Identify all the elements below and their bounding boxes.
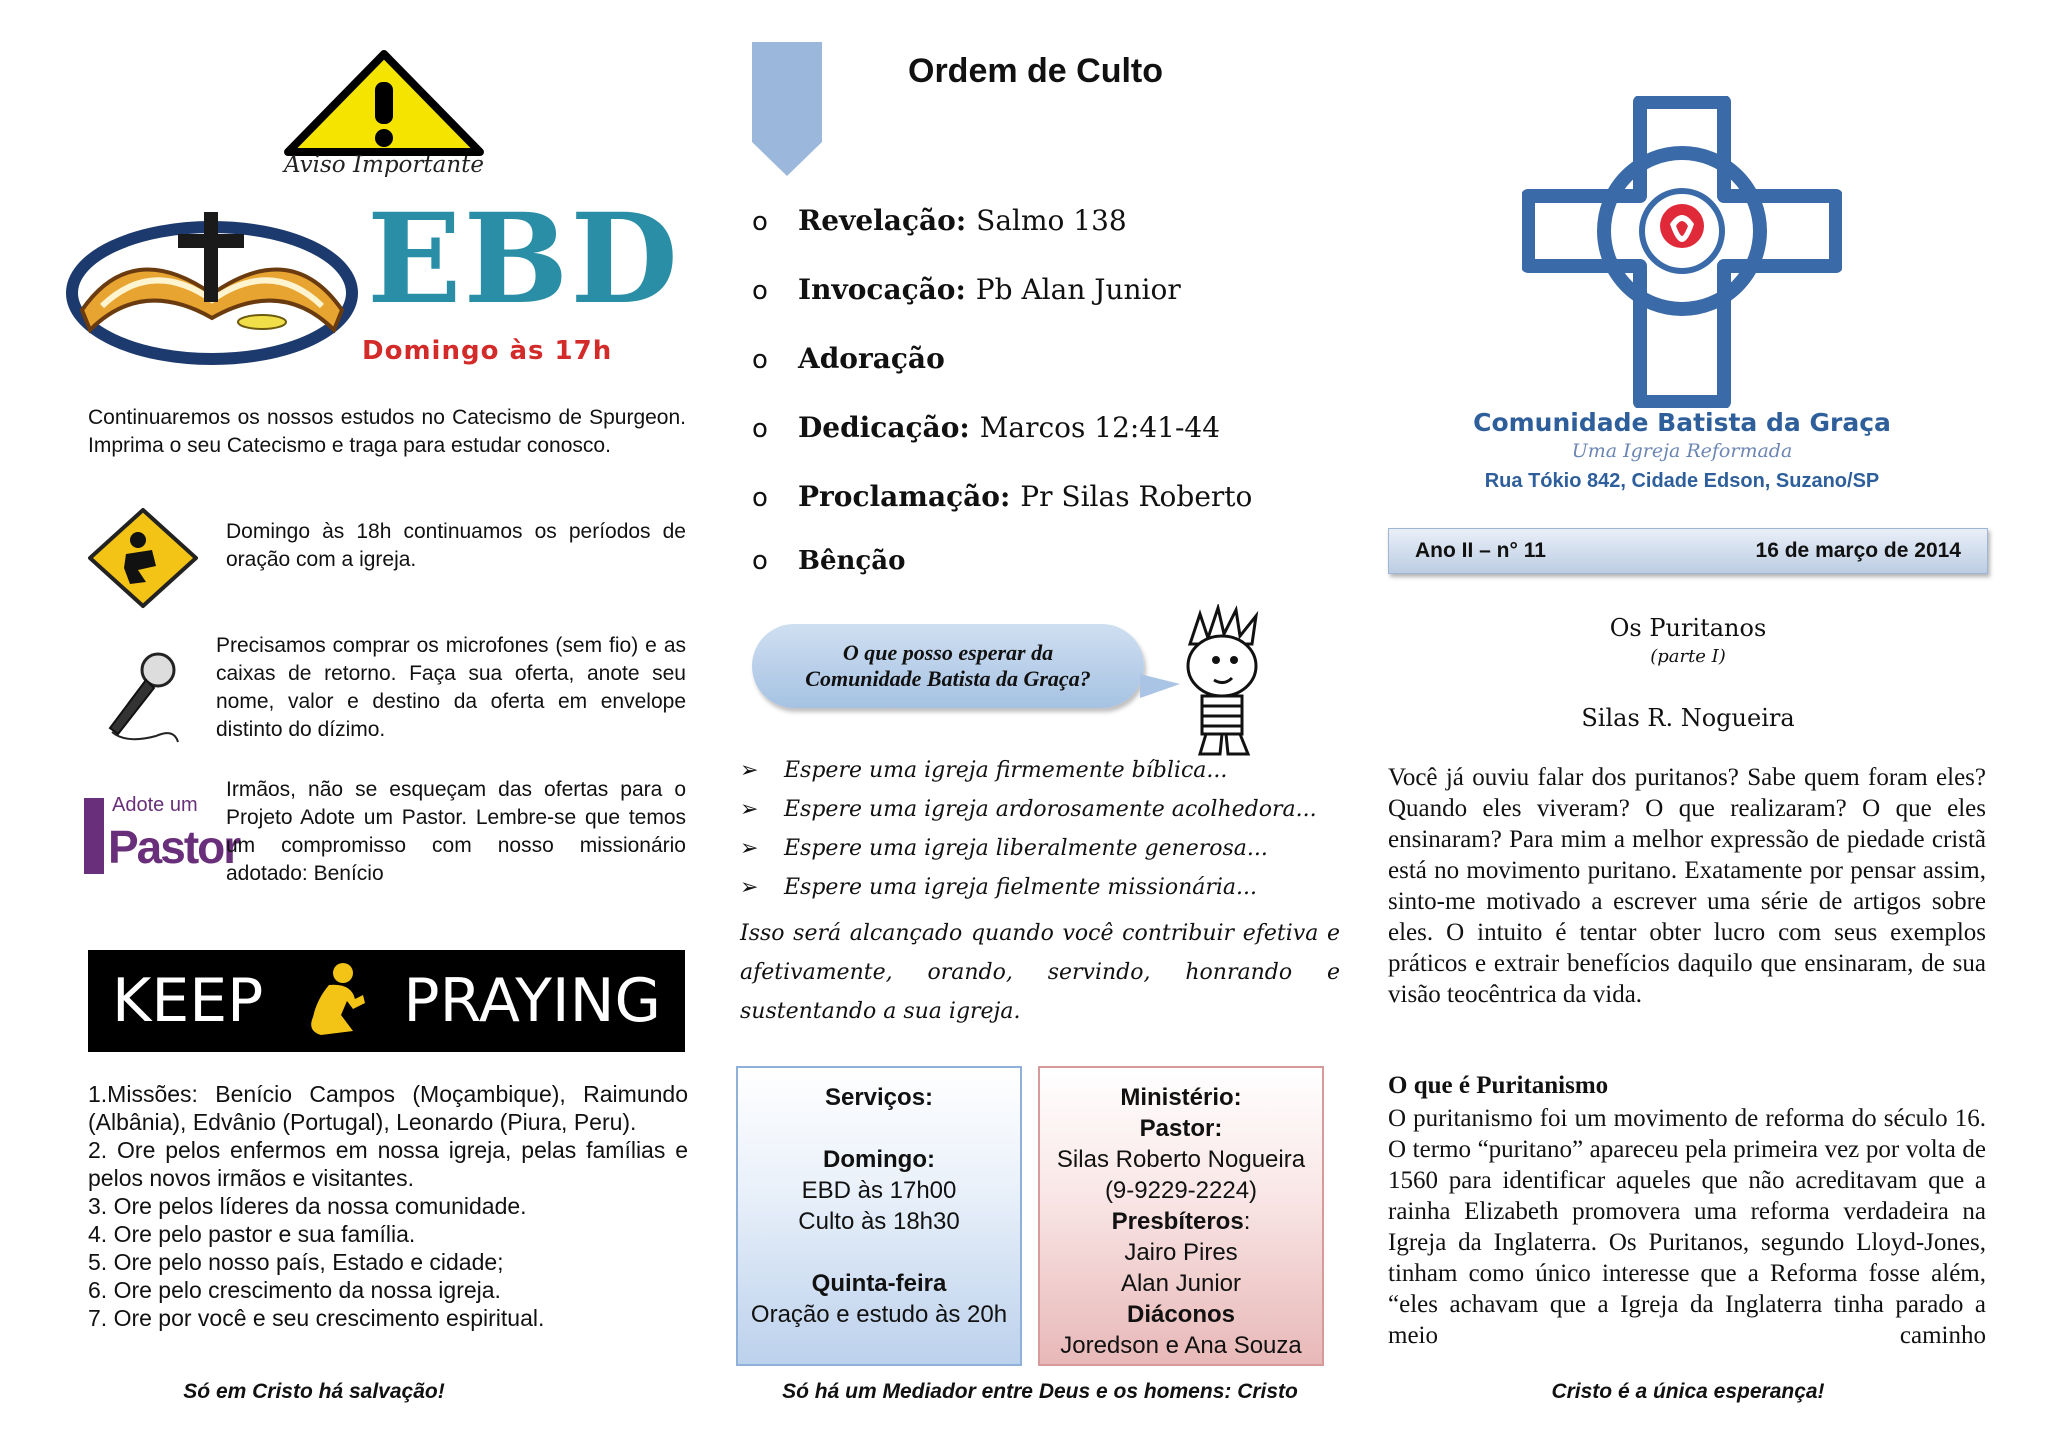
elder-name: Jairo Pires — [1124, 1239, 1238, 1266]
prayer-item: 7. Ore por você e seu crescimento espiritual. — [88, 1305, 545, 1331]
order-of-service-title: Ordem de Culto — [908, 52, 1164, 90]
adote-pastor-logo — [84, 794, 240, 880]
ebd-logo-subtitle: Domingo às 17h — [362, 336, 613, 366]
issue-date: 16 de março de 2014 — [1755, 539, 1961, 562]
order-label: Dedicação: — [798, 411, 970, 444]
keep-word: KEEP — [112, 966, 264, 1036]
prayer-item: 4. Ore pelo pastor e sua família. — [88, 1221, 416, 1247]
order-of-service-list — [752, 204, 1352, 586]
order-item — [752, 411, 1352, 480]
deacon-names: Joredson e Ana Souza — [1060, 1332, 1302, 1359]
speech-bubble-line: O que posso esperar da — [842, 640, 1054, 665]
pastor-label: Pastor: — [1139, 1115, 1223, 1142]
praying-sign-icon — [86, 506, 200, 610]
praying-word: PRAYING — [403, 966, 661, 1036]
prayer-item: 3. Ore pelos líderes da nossa comunidade. — [88, 1193, 527, 1219]
article-paragraph-2: O puritanismo foi um movimento de reforma do século 16. O termo “puritano” apareceu pela primeira vez por volta de 1560 para identificar aqueles que não acreditavam que a rainha Elizabeth promovera uma reforma verdadeira na Igreja da Inglaterra. Os Puritanos, segundo Lloyd-Jones, tinham como único interesse que a Reforma fosse além, “eles achavam que a Igreja da Inglaterra tinha parado a meio caminho — [1388, 1105, 1986, 1349]
sunday-label: Domingo: — [823, 1146, 935, 1173]
footer-left: Só em Cristo há salvação! — [183, 1380, 445, 1403]
ribbon-bookmark-icon — [752, 42, 822, 176]
elders-label: Presbíteros — [1111, 1208, 1244, 1235]
keep-praying-banner — [88, 950, 685, 1052]
expectation-item — [740, 797, 1340, 836]
order-bullet: o — [752, 345, 768, 375]
church-tagline: Uma Igreja Reformada — [1571, 440, 1793, 462]
order-item — [752, 273, 1352, 342]
issue-bar — [1388, 528, 1988, 574]
prayer-item: 5. Ore pelo nosso país, Estado e cidade; — [88, 1249, 504, 1275]
warning-triangle-icon — [268, 48, 500, 158]
order-bullet: o — [752, 483, 768, 513]
expectation-item — [740, 836, 1340, 875]
thursday-service-1: Oração e estudo às 20h — [750, 1301, 1008, 1328]
expectation-text: Espere uma igreja firmemente bíblica... — [784, 758, 1228, 783]
order-value: Salmo 138 — [976, 204, 1127, 237]
footer-middle: Só há um Mediador entre Deus e os homens: Cristo — [782, 1380, 1298, 1403]
cartoon-boy-icon — [1160, 604, 1290, 764]
warning-sign — [268, 48, 500, 184]
microphone-notice: Precisamos comprar os microfones (sem fio) e as caixas de retorno. Faça sua oferta, anote seu nome, valor e destino da oferta em envelope distinto do dízimo. — [216, 634, 686, 741]
expectation-text: Espere uma igreja ardorosamente acolhedora... — [784, 797, 1317, 822]
ebd-logo — [62, 187, 680, 378]
church-name: Comunidade Batista da Graça — [1473, 408, 1891, 437]
order-label: Proclamação: — [798, 480, 1011, 513]
open-bible-cross-icon — [62, 198, 362, 368]
article-author: Silas R. Nogueira — [1581, 704, 1795, 732]
adote-pastor-logo-small: Adote um — [112, 794, 198, 816]
adote-pastor-logo-bar — [84, 798, 104, 874]
pastor-name: Silas Roberto Nogueira — [1056, 1146, 1306, 1173]
arrow-bullet-icon: ➢ — [740, 836, 759, 861]
expectation-text: Espere uma igreja liberalmente generosa... — [784, 836, 1268, 861]
sunday-service-1: EBD às 17h00 — [801, 1177, 957, 1204]
expectation-item — [740, 758, 1340, 797]
celtic-cross-logo-icon — [1522, 96, 1842, 408]
adote-pastor-logo-text: Pastor — [108, 821, 240, 873]
expectation-text: Espere uma igreja fielmente missionária... — [784, 875, 1258, 900]
sunday-service-2: Culto às 18h30 — [798, 1208, 960, 1235]
speech-bubble — [752, 624, 1144, 708]
order-bullet: o — [752, 276, 768, 306]
expectations-list — [740, 758, 1340, 1031]
order-label: Revelação: — [798, 204, 967, 237]
ebd-logo-text: EBD — [367, 187, 680, 332]
warning-caption: Aviso Importante — [283, 152, 485, 178]
order-value: Pr Silas Roberto — [1020, 480, 1253, 513]
expectation-paragraph: Isso será alcançado quando você contribuir efetiva e afetivamente, orando, servindo, honrando e sustentando a sua igreja. — [740, 921, 1340, 1024]
thursday-label: Quinta-feira — [811, 1270, 947, 1297]
church-address: Rua Tókio 842, Cidade Edson, Suzano/SP — [1484, 470, 1880, 492]
prayer-item: 6. Ore pelo crescimento da nossa igreja. — [88, 1277, 501, 1303]
order-label: Bênção — [798, 546, 906, 576]
order-bullet: o — [752, 546, 768, 576]
order-value: Pb Alan Junior — [975, 273, 1181, 306]
order-item — [752, 546, 1352, 586]
arrow-bullet-icon: ➢ — [740, 758, 759, 783]
elder-name: Alan Junior — [1120, 1270, 1242, 1297]
order-bullet: o — [752, 414, 768, 444]
issue-number: Ano II – n° 11 — [1415, 539, 1546, 562]
deacons-label: Diáconos — [1126, 1301, 1236, 1328]
speech-bubble-line: Comunidade Batista da Graça? — [805, 666, 1091, 691]
order-bullet: o — [752, 207, 768, 237]
expectation-item — [740, 875, 1340, 914]
prayer-item: 1.Missões: Benício Campos (Moçambique), Raimundo (Albânia), Edvânio (Portugal), Leonardo (Piura, Peru). — [88, 1081, 688, 1135]
order-item — [752, 480, 1352, 546]
arrow-bullet-icon: ➢ — [740, 797, 759, 822]
ebd-notice: Continuaremos os nossos estudos no Catecismo de Spurgeon. Imprima o seu Catecismo e traga para estudar conosco. — [88, 406, 686, 457]
kneeling-prayer-icon — [291, 959, 375, 1043]
prayer-list — [88, 1080, 688, 1332]
order-label: Adoração — [798, 342, 945, 375]
services-box — [736, 1066, 1022, 1366]
ministry-box — [1038, 1066, 1324, 1366]
footer-right: Cristo é a única esperança! — [1551, 1380, 1825, 1403]
order-item — [752, 342, 1352, 411]
pastor-notice: Irmãos, não se esqueçam das ofertas para o Projeto Adote um Pastor. Lembre-se que temos um compromisso com nosso missionário adotado: Benício — [226, 778, 686, 885]
order-item — [752, 204, 1352, 273]
prayer-item: 2. Ore pelos enfermos em nossa igreja, pelas famílias e pelos novos irmãos e visitantes. — [88, 1137, 688, 1191]
order-label: Invocação: — [798, 273, 966, 306]
microphone-icon — [96, 648, 186, 748]
prayer-notice: Domingo às 18h continuamos os períodos de oração com a igreja. — [226, 520, 686, 571]
article-paragraph-1: Você já ouviu falar dos puritanos? Sabe quem foram eles? Quando eles viveram? O que realizaram? O que eles ensinaram? Para mim a melhor expressão de piedade cristã está no movimento puritano. Exatamente por pensar assim, sinto-me motivado a escrever uma série de artigos sobre eles. O intuito é tentar obter lucro com seus exemplos práticos e extrair benefícios daquilo que ensinaram, de sua visão teocêntrica da vida. — [1388, 764, 1986, 1008]
order-value: Marcos 12:41-44 — [979, 411, 1221, 444]
services-title: Serviços: — [824, 1084, 934, 1111]
pastor-phone: (9-9229-2224) — [1104, 1177, 1258, 1204]
elders-colon: : — [1243, 1208, 1251, 1235]
article-part: (parte I) — [1650, 646, 1726, 667]
ministry-title: Ministério: — [1120, 1084, 1242, 1111]
arrow-bullet-icon: ➢ — [740, 875, 759, 900]
article-title: Os Puritanos — [1609, 614, 1767, 642]
article-heading: O que é Puritanismo — [1388, 1072, 1609, 1099]
